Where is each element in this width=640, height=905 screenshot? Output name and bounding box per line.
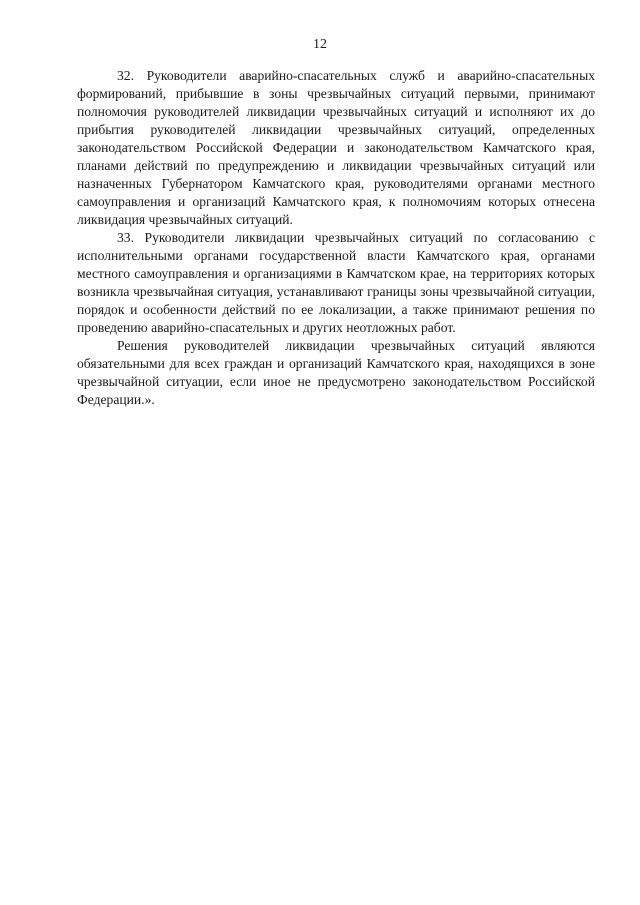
paragraph-decisions: Решения руководителей ликвидации чрезвычайных ситуаций являются обязательными для всех граждан и организаций Камчатского края, находящихся в зоне чрезвычайной ситуации, если иное не предусмотрено законодательством Российской Федерации.».	[77, 338, 595, 407]
paragraph-32: 32. Руководители аварийно-спасательных служб и аварийно-спасательных формирований, прибывшие в зоны чрезвычайных ситуаций первыми, принимают полномочия руководителей ликвидации чрезвычайных ситуаций и исполняют их до прибытия руководителей ликвидации чрезвычайных ситуаций, определенных законодательством Российской Федерации и законодательством Камчатского края, планами действий по предупреждению и ликвидации чрезвычайных ситуаций или назначенных Губернатором Камчатского края, руководителями органами местного самоуправления и организаций Камчатского края, к полномочиям которых отнесена ликвидация чрезвычайных ситуаций.	[77, 68, 595, 227]
page-number: 12	[313, 37, 327, 52]
paragraph-33: 33. Руководители ликвидации чрезвычайных ситуаций по согласованию с исполнительными органами государственной власти Камчатского края, органами местного самоуправления и организациями в Камчатском крае, на территориях которых возникла чрезвычайная ситуация, устанавливают границы зоны чрезвычайной ситуации, порядок и особенности действий по ее локализации, а также принимают решения по проведению аварийно-спасательных и других неотложных работ.	[77, 230, 595, 335]
document-body	[77, 67, 595, 409]
